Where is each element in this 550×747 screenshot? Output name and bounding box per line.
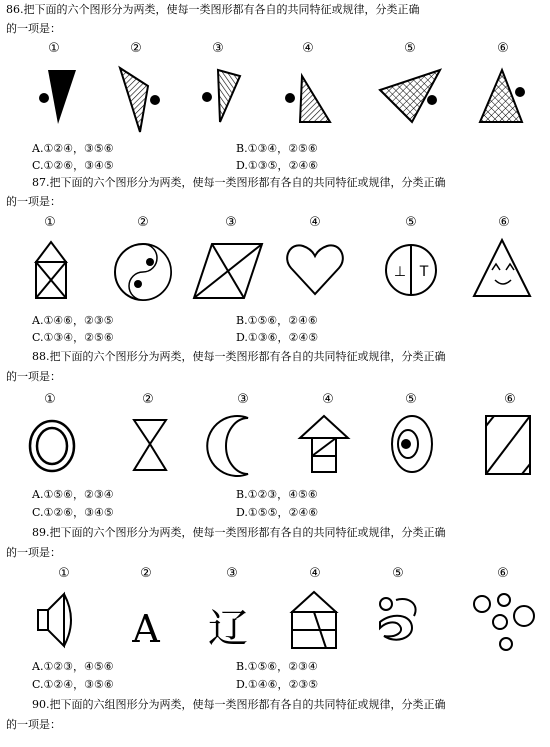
q86-fig6-number: ⑥: [497, 41, 509, 56]
q86-fig3-shape: [202, 70, 240, 122]
q90-stem-line1: 90.把下面的六组图形分为两类，使每一类图形都有各自的共同特征或规律，分类正确: [32, 698, 446, 711]
q86-stem-line2: 的一项是：: [6, 22, 61, 35]
q87-fig5-left-symbol: ⊥: [393, 264, 407, 280]
q89-option-a[interactable]: A.①②③，④⑤⑥: [32, 660, 114, 673]
q89-fig4-shape: [292, 592, 336, 648]
q87-option-c[interactable]: C.①③④，②⑤⑥: [32, 331, 114, 344]
q87-stem-line1: 87.把下面的六个图形分为两类，使每一类图形都有各自的共同特征或规律，分类正确: [32, 176, 446, 189]
q88-fig6-number: ⑥: [504, 392, 516, 407]
q89-fig1-number: ①: [58, 566, 70, 581]
q86-fig2-shape: [120, 68, 160, 132]
q87-fig4-number: ④: [309, 215, 321, 230]
q86-fig5-number: ⑤: [404, 41, 416, 56]
q89-option-b[interactable]: B.①⑤⑥，②③④: [236, 660, 318, 673]
q87-fig6-shape: [474, 240, 530, 296]
q88-option-b[interactable]: B.①②③，④⑤⑥: [236, 488, 318, 501]
q88-fig1-number: ①: [44, 392, 56, 407]
q90-stem-line2: 的一项是：: [6, 718, 61, 731]
q86-fig3-number: ③: [212, 41, 224, 56]
q86-option-a[interactable]: A.①②④，③⑤⑥: [32, 142, 114, 155]
q89-fig5-number: ⑤: [392, 566, 404, 581]
q88-fig4-number: ④: [322, 392, 334, 407]
q87-fig3-shape: [194, 244, 262, 298]
q88-fig1-shape: [30, 421, 74, 471]
q87-fig5-right-symbol: T: [419, 264, 429, 280]
q87-fig6-number: ⑥: [498, 215, 510, 230]
q89-fig2-number: ②: [140, 566, 152, 581]
q88-fig6-shape: [486, 416, 530, 474]
q88-fig2-shape: [134, 420, 166, 470]
q89-option-c[interactable]: C.①②④，③⑤⑥: [32, 678, 114, 691]
q89-option-d[interactable]: D.①④⑥，②③⑤: [236, 678, 319, 691]
q89-fig6-shape: [474, 594, 534, 650]
q87-figures: [0, 232, 550, 312]
q87-fig1-shape: [36, 242, 66, 298]
q86-option-d[interactable]: D.①③⑤，②④⑥: [236, 159, 319, 172]
q87-fig5-shape: [386, 245, 436, 295]
q86-fig4-number: ④: [302, 41, 314, 56]
q86-option-c[interactable]: C.①②⑥，③④⑤: [32, 159, 114, 172]
q88-option-c[interactable]: C.①②⑥，③④⑤: [32, 506, 114, 519]
q86-fig6-shape: [480, 70, 525, 122]
q88-fig2-number: ②: [142, 392, 154, 407]
q88-figures: [0, 408, 550, 488]
q86-stem-line1: 86.把下面的六个图形分为两类，使每一类图形都有各自的共同特征或规律，分类正确: [6, 3, 420, 16]
q88-option-d[interactable]: D.①⑤⑤，②④⑥: [236, 506, 319, 519]
q86-fig1-number: ①: [48, 41, 60, 56]
q89-fig1-shape: [38, 594, 71, 646]
q87-stem-line2: 的一项是：: [6, 195, 61, 208]
q86-fig2-number: ②: [130, 41, 142, 56]
q88-fig3-number: ③: [237, 392, 249, 407]
q87-fig2-shape: [115, 244, 171, 300]
q88-fig5-shape: [392, 416, 432, 472]
q89-fig2-letter: A: [132, 607, 160, 651]
q86-fig5-shape: [380, 70, 440, 122]
q86-fig1-shape: [39, 70, 76, 124]
q89-stem-line2: 的一项是：: [6, 546, 61, 559]
q89-fig3-number: ③: [226, 566, 238, 581]
q88-fig4-shape: [300, 416, 348, 472]
q89-fig4-number: ④: [309, 566, 321, 581]
q89-figures: [0, 582, 550, 662]
q86-figures: [0, 62, 550, 152]
q89-fig6-number: ⑥: [497, 566, 509, 581]
q87-option-a[interactable]: A.①④⑥，②③⑤: [32, 314, 114, 327]
q87-option-d[interactable]: D.①③⑥，②④⑤: [236, 331, 319, 344]
q88-option-a[interactable]: A.①⑤⑥，②③④: [32, 488, 114, 501]
q88-fig5-number: ⑤: [405, 392, 417, 407]
q87-fig3-number: ③: [225, 215, 237, 230]
q88-fig3-shape: [207, 416, 248, 476]
q87-fig4-shape: [287, 245, 343, 294]
q88-stem-line1: 88.把下面的六个图形分为两类，使每一类图形都有各自的共同特征或规律，分类正确: [32, 350, 446, 363]
q89-fig3-character: 辽: [208, 606, 248, 652]
q86-option-b[interactable]: B.①③④，②⑤⑥: [236, 142, 318, 155]
q87-fig2-number: ②: [137, 215, 149, 230]
q87-fig1-number: ①: [44, 215, 56, 230]
q87-option-b[interactable]: B.①⑤⑥，②④⑥: [236, 314, 318, 327]
q88-stem-line2: 的一项是：: [6, 370, 61, 383]
q89-stem-line1: 89.把下面的六个图形分为两类，使每一类图形都有各自的共同特征或规律，分类正确: [32, 526, 446, 539]
q89-fig5-shape: [380, 598, 416, 640]
q87-fig5-number: ⑤: [405, 215, 417, 230]
q86-fig4-shape: [285, 76, 330, 122]
